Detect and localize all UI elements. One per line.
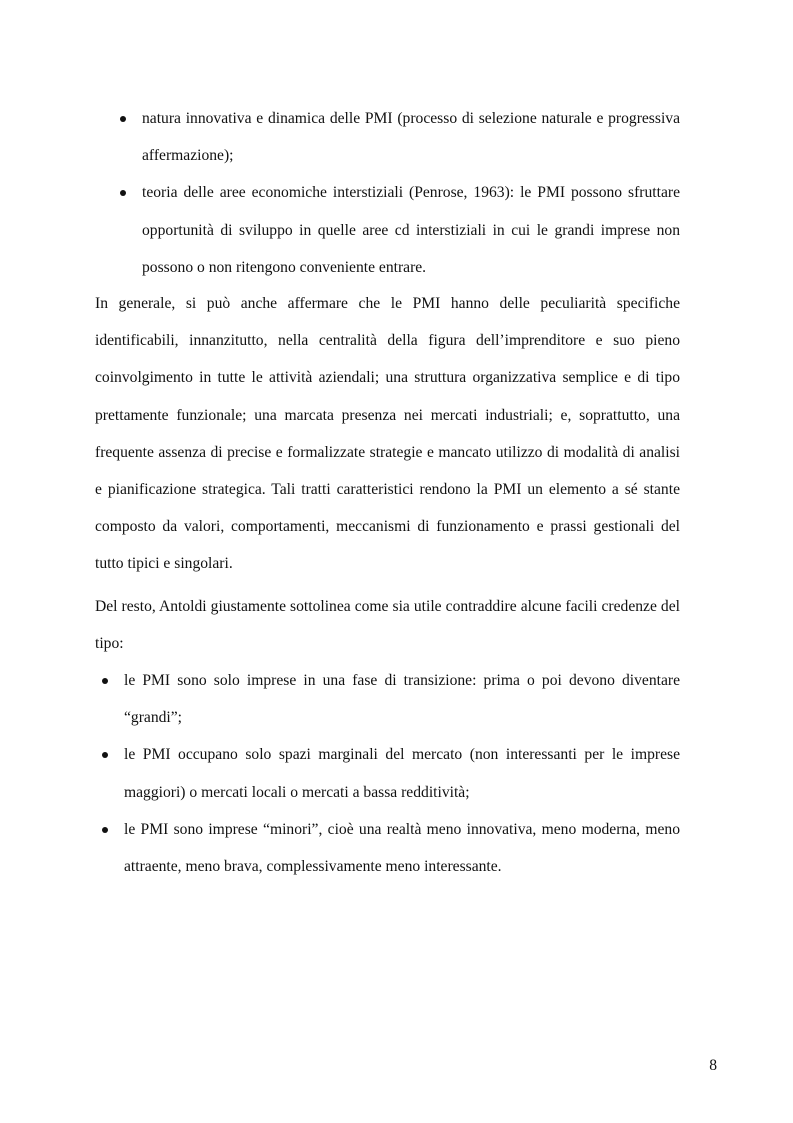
bullet-icon — [102, 827, 108, 833]
paragraph-antoldi-intro: Del resto, Antoldi giustamente sottolinea come sia utile contraddire alcune facili credenze del tipo: — [95, 598, 680, 653]
list-item — [124, 811, 680, 885]
list-item-text: natura innovativa e dinamica delle PMI (processo di selezione naturale e progressiva affermazione); — [142, 110, 680, 165]
bullet-list-first — [142, 100, 680, 286]
list-item — [124, 736, 680, 810]
bullet-icon — [102, 752, 108, 758]
page-number: 8 — [709, 1057, 717, 1074]
list-item-text: le PMI sono solo imprese in una fase di transizione: prima o poi devono diventare “grandi”; — [124, 672, 680, 727]
list-item — [124, 662, 680, 736]
bullet-icon — [120, 190, 126, 196]
bullet-icon — [120, 116, 126, 122]
list-item-text: teoria delle aree economiche interstiziali (Penrose, 1963): le PMI possono sfruttare opportunità di sviluppo in quelle aree cd interstiziali in cui le grandi imprese non possono o non ritengono conveniente entrare. — [142, 184, 680, 276]
paragraph-pmi-peculiarities: In generale, si può anche affermare che le PMI hanno delle peculiarità specifiche identificabili, innanzitutto, nella centralità della figura dell’imprenditore e suo pieno coinvolgimento in tutte le attività aziendali; una struttura organizzativa semplice e di tipo prettamente funzionale; una marcata presenza nei mercati industriali; e, soprattutto, una frequente assenza di precise e formalizzate strategie e mancato utilizzo di modalità di analisi e pianificazione strategica. Tali tratti caratteristici rendono la PMI un elemento a sé stante composto da valori, comportamenti, meccanismi di funzionamento e prassi gestionali del tutto tipici e singolari. — [95, 295, 680, 573]
list-item — [142, 174, 680, 286]
bullet-icon — [102, 678, 108, 684]
list-item — [142, 100, 680, 174]
list-item-text: le PMI occupano solo spazi marginali del mercato (non interessanti per le imprese maggiori) o mercati locali o mercati a bassa redditività; — [124, 746, 680, 801]
list-item-text: le PMI sono imprese “minori”, cioè una realtà meno innovativa, meno moderna, meno attraente, meno brava, complessivamente meno interessante. — [124, 820, 680, 876]
bullet-list-beliefs — [124, 662, 680, 885]
